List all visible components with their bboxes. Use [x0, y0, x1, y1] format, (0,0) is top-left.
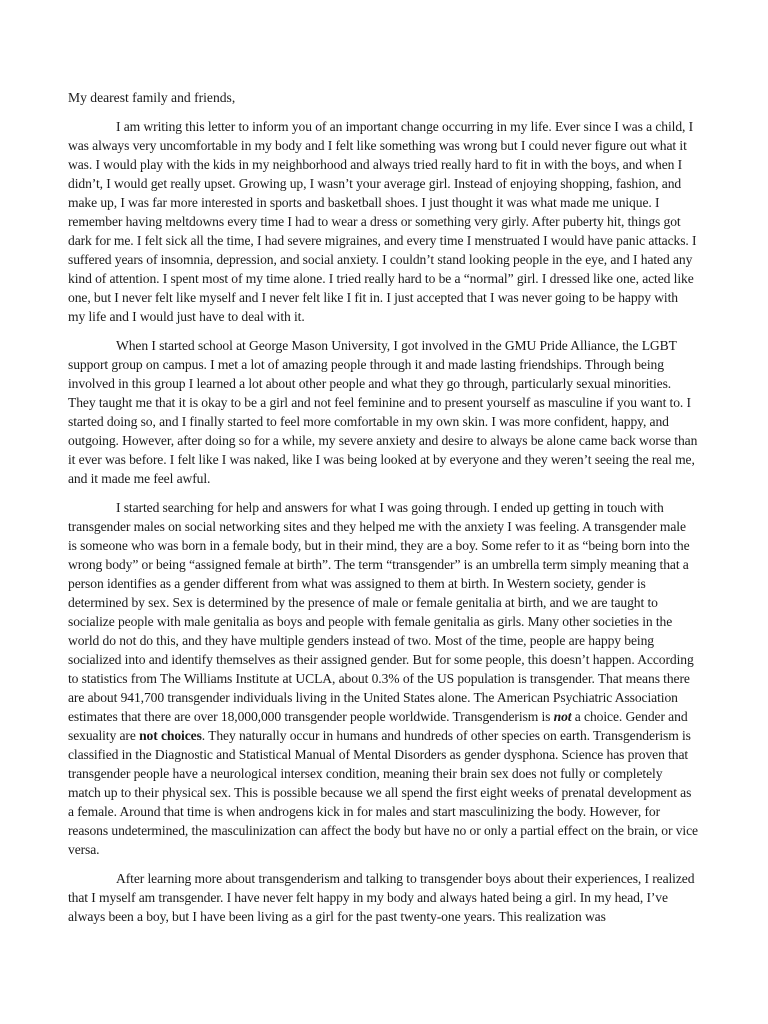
paragraph-childhood: I am writing this letter to inform you of an important change occurring in my life. Ever since I was a child, I was always very uncomfortable in my body and I felt like something was wrong but I could never figure out what it was. I would play with the kids in my neighborhood and always tried really hard to fit in with the boys, and when I didn’t, I would get really upset. Growing up, I wasn’t your average girl. Instead of enjoying shopping, fashion, and make up, I was far more interested in sports and basketball shoes. I just thought it was what made me unique. I remember having meltdowns every time I had to wear a dress or something very girly. After puberty hit, things got dark for me. I felt sick all the time, I had severe migraines, and every time I menstruated I would have panic attacks. I suffered years of insomnia, depression, and social anxiety. I couldn’t stand looking people in the eye, and I hated any kind of attention. I spent most of my time alone. I tried really hard to be a “normal” girl. I dressed like one, acted like one, but I never felt like myself and I never felt like I fit in. I just accepted that I was never going to be happy with my life and I would just have to deal with it. — [68, 119, 697, 324]
paragraph-transgender-definition — [68, 498, 698, 859]
paragraph-text: I started searching for help and answers for what I was going through. I ended up getting in touch with transgender males on social networking sites and they helped me with the anxiety I was feeling. A transgender male is someone who was born in a female body, but in their mind, they are a boy. Some refer to it as “being born into the wrong body” or being “assigned female at birth”. The term “transgender” is an umbrella term simply meaning that a person identifies as a gender different from what was assigned to them at birth. In Western society, gender is determined by sex. Sex is determined by the presence of male or female genitalia at birth, and we are taught to socialize people with male genitalia as boys and people with female genitalia as girls. Many other societies in the world do not do this, and they have multiple genders instead of two. Most of the time, people are happy being socialized into and identify themselves as their assigned gender. But for some people, this doesn’t happen. According to statistics from The Williams Institute at UCLA, about 0.3% of the US population is transgender. That means there are about 941,700 transgender individuals living in the United States alone. The American Psychiatric Association estimates that there are over 18,000,000 transgender people worldwide. Transgenderism is — [68, 500, 694, 724]
emphasis-not: not — [553, 709, 572, 724]
paragraph-realization: After learning more about transgenderism and talking to transgender boys about their experiences, I realized that I myself am transgender. I have never felt happy in my body and always hated being a girl. In my head, I’ve always been a boy, but I have been living as a girl for the past twenty-one years. This realization was — [68, 871, 695, 924]
letter-page — [68, 88, 698, 936]
salutation: My dearest family and friends, — [68, 90, 236, 105]
paragraph-text: . They naturally occur in humans and hundreds of other species on earth. Transgenderism is classified in the Diagnostic and Statistical Manual of Mental Disorders as gender dysphona. Science has proven that transgender people have a neurological intersex condition, meaning their brain sex does not fully or completely match up to their physical sex. This is possible because we all spend the first eight weeks of prenatal development as a female. Around that time is when androgens kick in for males and start masculinizing the body. However, for reasons undetermined, the masculinization can affect the body but have no or only a partial effect on the brain, or vice versa. — [68, 728, 698, 857]
emphasis-not-choices: not choices — [139, 728, 202, 743]
paragraph-university: When I started school at George Mason University, I got involved in the GMU Pride Alliance, the LGBT support group on campus. I met a lot of amazing people through it and made lasting friendships. Through being involved in this group I learned a lot about other people and what they go through, particularly sexual minorities. They taught me that it is okay to be a girl and not feel feminine and to present yourself as masculine if you want to. I started doing so, and I finally started to feel more comfortable in my own skin. I was more confident, happy, and outgoing. However, after doing so for a while, my severe anxiety and desire to always be alone came back worse than it ever was before. I felt like I was naked, like I was being looked at by everyone and they weren’t seeing the real me, and it made me feel awful. — [68, 338, 698, 486]
paragraph-text: a choice. Gender and sexuality are — [68, 709, 688, 743]
